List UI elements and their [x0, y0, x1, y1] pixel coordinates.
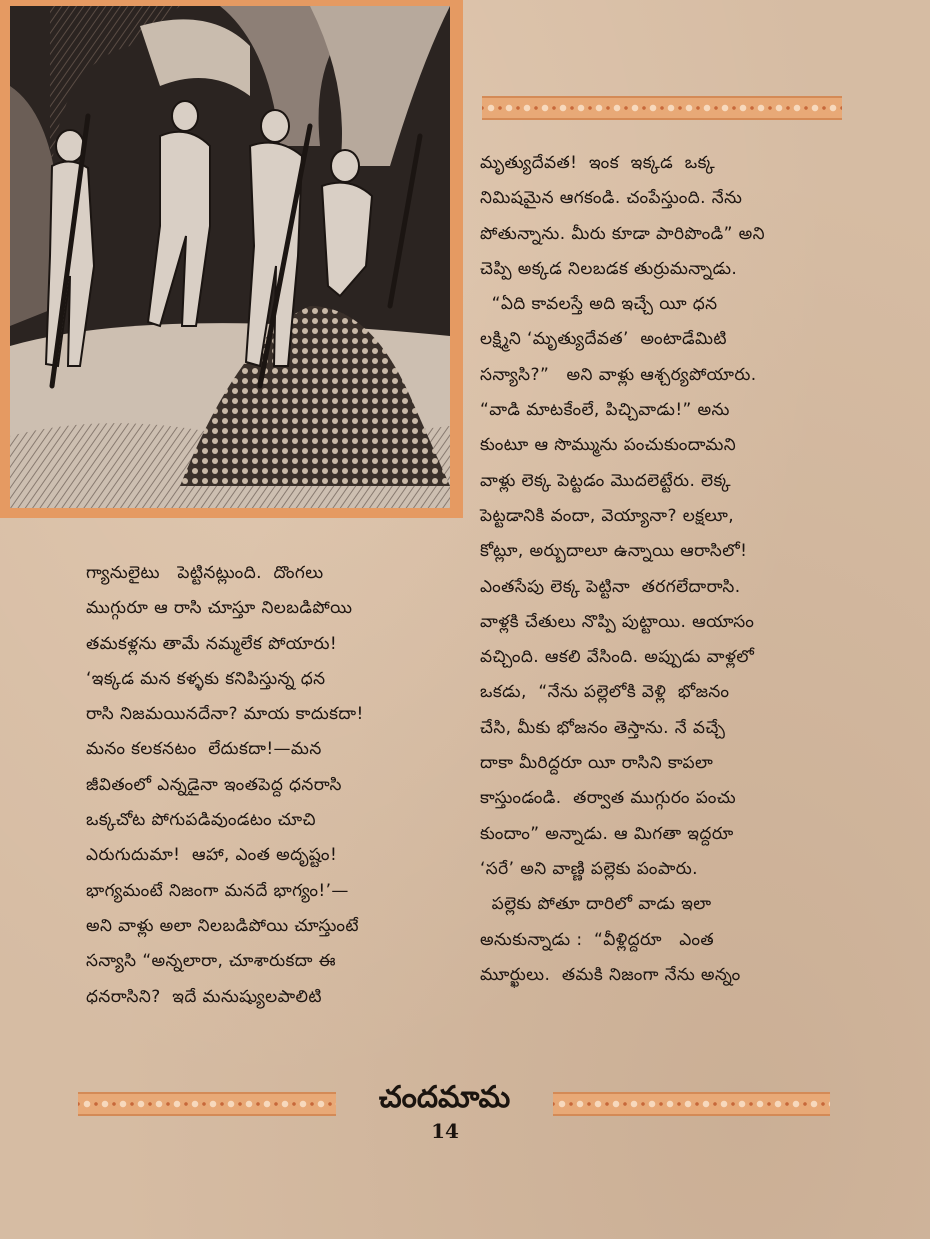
text-line: కుందాం” అన్నాడు. ఆ మిగతా ఇద్దరూ	[480, 823, 734, 844]
text-line: సన్యాసి “అన్నలారా, చూశారుకదా ఈ	[86, 951, 336, 972]
text-line: అనుకున్నాడు : “వీళ్లిద్దరూ ఎంత	[480, 929, 715, 950]
text-line: వచ్చింది. ఆకలి వేసింది. అప్పుడు వాళ్లలో	[480, 647, 755, 668]
text-line: రాసి నిజమయినదేనా? మాయ కాదుకదా!	[86, 704, 364, 725]
text-line: జీవితంలో ఎన్నడైనా ఇంతపెద్ద ధనరాసి	[86, 774, 342, 795]
text-line: “వాడి మాటకేంలే, పిచ్చివాడు!” అను	[480, 400, 730, 421]
text-line: అని వాళ్లు అలా నిలబడిపోయి చూస్తుంటే	[86, 915, 359, 936]
text-line: ‘సరే’ అని వాణ్ణి పల్లెకు పంపారు.	[480, 858, 698, 879]
text-line: చేసి, మీకు భోజనం తెస్తాను. నే వచ్చే	[480, 717, 726, 738]
article-column-left	[86, 556, 456, 1015]
text-line: కుంటూ ఆ సొమ్మును పంచుకుందామని	[480, 435, 737, 456]
text-line: పల్లెకు పోతూ దారిలో వాడు ఇలా	[480, 894, 712, 915]
text-line: వాళ్లు లెక్క పెట్టడం మొదలెట్టేరు. లెక్క	[480, 470, 731, 491]
cave-illustration	[10, 6, 450, 508]
illustration-frame	[0, 0, 463, 518]
text-line: ఒకడు, “నేను పల్లెలోకి వెళ్లి భోజనం	[480, 682, 730, 703]
magazine-title: చందమామ	[378, 1080, 511, 1115]
text-line: మనం కలకనటం లేదుకదా!—మన	[86, 739, 322, 760]
ornamental-divider-footer-left	[78, 1092, 336, 1116]
text-line: సన్యాసి?” అని వాళ్లు ఆశ్చర్యపోయారు.	[480, 364, 757, 385]
text-line: నిమిషమైన ఆగకండి. చంపేస్తుంది. నేను	[480, 188, 743, 209]
text-line: మూర్ఖులు. తమకి నిజంగా నేను అన్నం	[480, 964, 741, 985]
text-line: తమకళ్లను తామే నమ్మలేక పోయారు!	[86, 633, 338, 654]
text-line: గ్యానులైటు పెట్టినట్లుంది. దొంగలు	[86, 563, 324, 583]
text-line: చెప్పి అక్కడ నిలబడక తుర్రుమన్నాడు.	[480, 258, 738, 279]
text-line: ఎరుగుదుమా! ఆహా, ఎంత అదృష్టం!	[86, 845, 338, 866]
text-line: ధనరాసిని? ఇదే మనుష్యులపాలిటి	[86, 986, 322, 1007]
text-line: దాకా మీరిద్దరూ యీ రాసిని కాపలా	[480, 753, 714, 774]
text-line: భాగ్యమంటే నిజంగా మనదే భాగ్యం!’—	[86, 880, 349, 901]
text-line: ఎంతసేపు లెక్క పెట్టినా తరగలేదారాసి.	[480, 576, 741, 597]
ornamental-divider-top	[482, 96, 842, 120]
text-line: పోతున్నాను. మీరు కూడా పారిపొండి” అని	[480, 223, 765, 244]
cave-scene-icon	[10, 6, 450, 508]
text-line: వాళ్లకి చేతులు నొప్పి పుట్టాయి. ఆయాసం	[480, 611, 755, 632]
text-line: ‘ఇక్కడ మన కళ్ళకు కనిపిస్తున్న ధన	[86, 668, 326, 689]
text-line: “ఏది కావలస్తే అది ఇచ్చే యీ ధన	[480, 294, 718, 315]
text-line: కోట్లూ, అర్బుదాలూ ఉన్నాయి ఆరాసిలో!	[480, 541, 748, 562]
text-line: మృత్యుదేవత! ఇంక ఇక్కడ ఒక్క	[480, 153, 716, 173]
ornamental-divider-footer-right	[553, 1092, 830, 1116]
text-line: ఒక్కచోట పోగుపడివుండటం చూచి	[86, 810, 316, 831]
article-column-right	[480, 146, 850, 993]
text-line: పెట్టడానికి వందా, వెయ్యానా? లక్షలూ,	[480, 505, 735, 526]
text-line: ముగ్గురూ ఆ రాసి చూస్తూ నిలబడిపోయి	[86, 598, 353, 619]
text-line: లక్ష్మిని ‘మృత్యుదేవత’ అంటాడేమిటి	[480, 329, 727, 350]
page-number: 14	[431, 1119, 459, 1143]
text-line: కాస్తుండండి. తర్వాత ముగ్గురం పంచు	[480, 788, 737, 809]
